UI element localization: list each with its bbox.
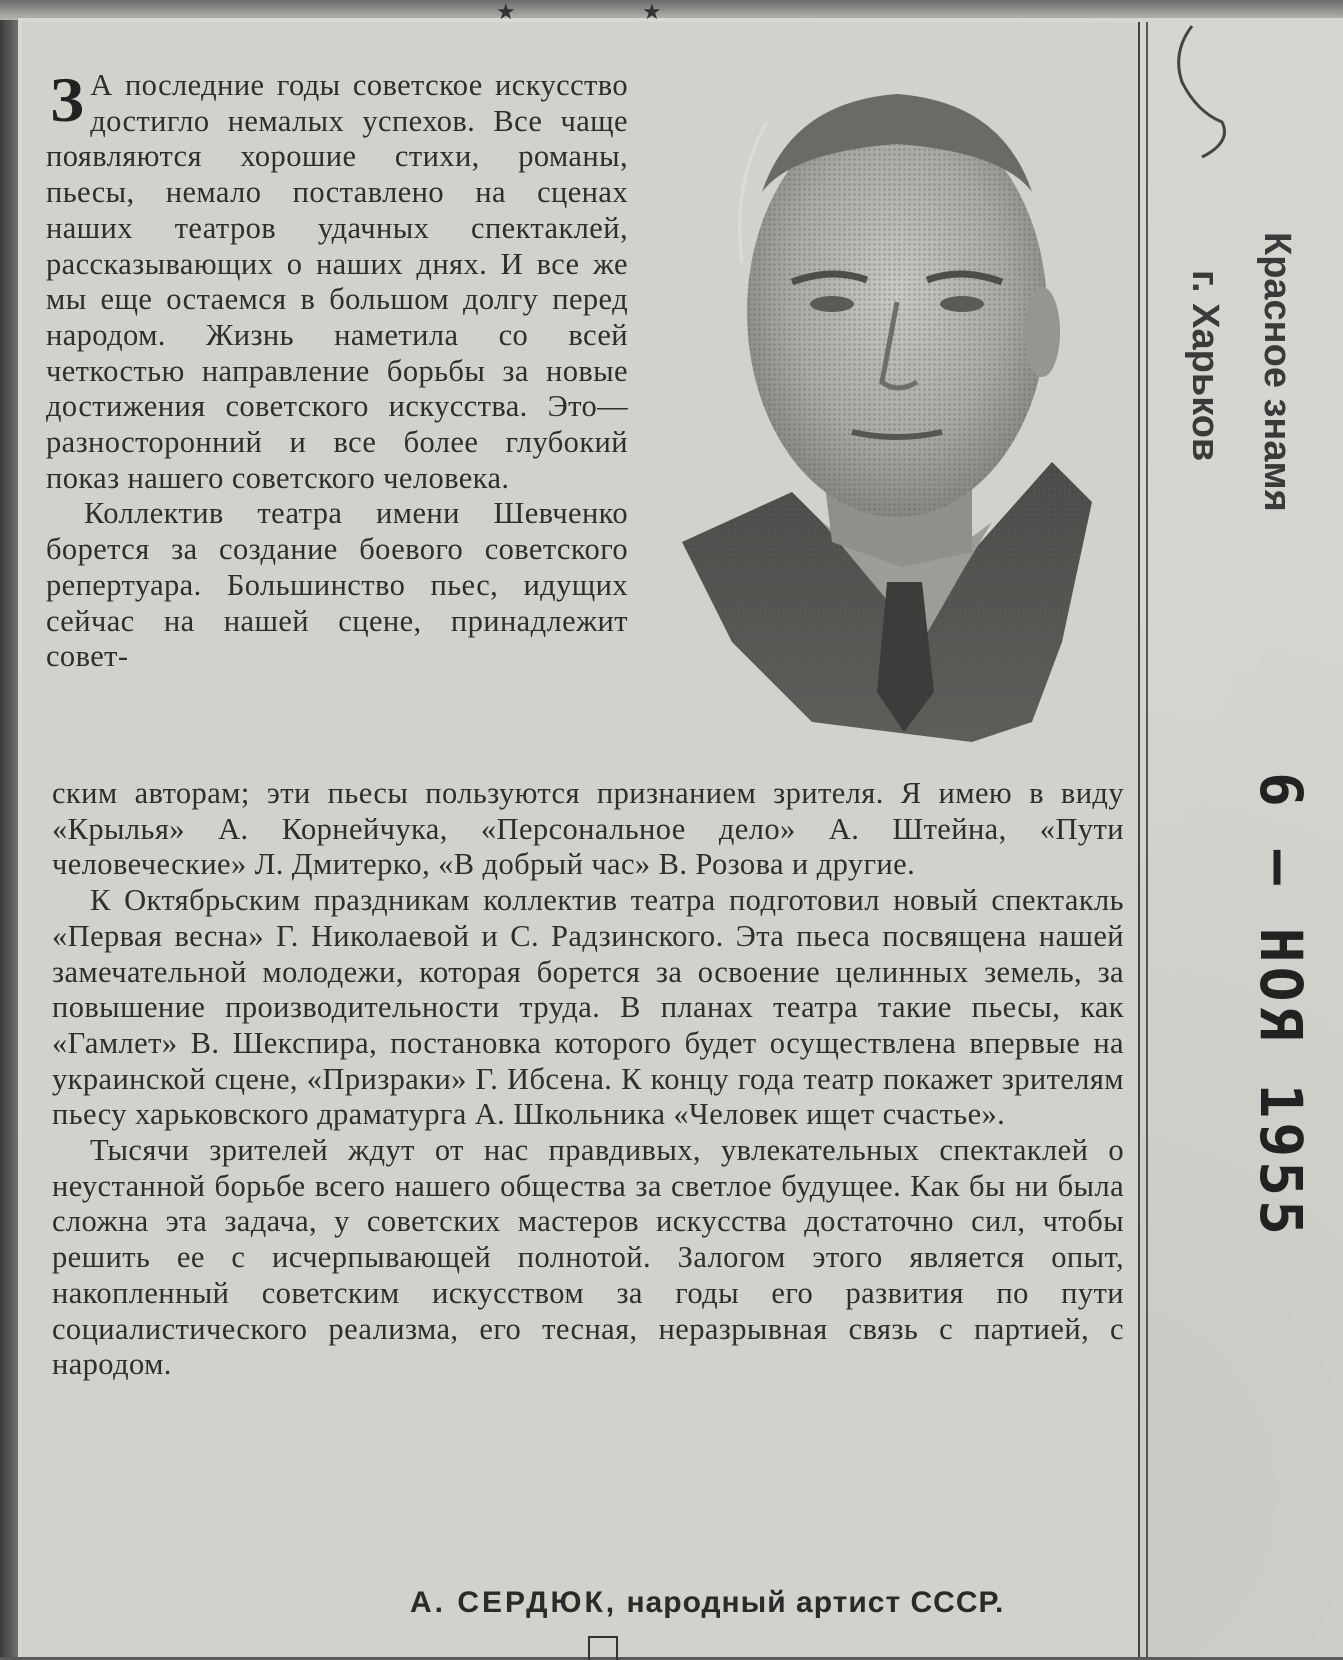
article-paragraph — [46, 64, 628, 496]
paragraph-text: А последние годы советское искусство достигло немалых успехов. Все чаще появляются хорошие стихи, романы, пьесы, немало поставлено на сценах наших театров удачных спектаклей, рассказывающих о наших днях. И все же мы еще остаемся в большом долгу перед народом. Жизнь наметила со всей четкостью направление борьбы за новые достижения советского искусства. Это— разносторонний и все более глубокий показ нашего советского человека. — [46, 68, 628, 495]
author-name: А. СЕРДЮК, — [410, 1586, 618, 1619]
article-paragraph: Коллектив театра имени Шевченко борется за создание боевого советского репертуара. Большинство пьес, идущих сейчас на нашей сцене, принадлежит совет- — [46, 496, 628, 674]
drop-cap: З — [50, 64, 85, 135]
article-column-full — [52, 776, 1124, 1383]
pencil-mark-icon — [1162, 22, 1232, 162]
article-column-top — [46, 64, 628, 675]
author-portrait-photo — [672, 82, 1112, 764]
article-paragraph: ским авторам; эти пьесы пользуются признанием зрителя. Я имею в виду «Крылья» А. Корнейчука, «Персональное дело» А. Штейна, «Пути человеческие» Л. Дмитерко, «В добрый час» В. Розова и другие. — [52, 776, 1124, 882]
clipping-edge-rule — [1146, 22, 1148, 1657]
ornament-star-icon: ★ — [496, 0, 516, 25]
stamp-date: 6 – НОЯ 1955 — [1247, 772, 1315, 1240]
end-mark — [588, 1636, 618, 1660]
ornament-star-icon: ★ — [642, 0, 662, 25]
author-title: народный артист СССР. — [626, 1586, 1005, 1619]
article-paragraph: К Октябрьским праздникам коллектив театра подготовил новый спектакль «Первая весна» Г. Николаевой и С. Радзинского. Эта пьеса посвящена нашей замечательной молодежи, которая борется за освоение целинных земель, за повышение производительности труда. В планах театра такие пьесы, как «Гамлет» В. Шекспира, постановка которого будет осуществлена впервые на украинской сцене, «Призраки» Г. Ибсена. К концу года театр покажет зрителям пьесу харьковского драматурга А. Школьника «Человек ищет счастье». — [52, 883, 1124, 1132]
article-signature — [410, 1586, 1004, 1620]
stamp-newspaper-name: Красное знамя — [1256, 232, 1298, 512]
stamp-city: г. Харьков — [1184, 270, 1226, 462]
scan-edge-top — [0, 0, 1343, 20]
article-paragraph: Тысячи зрителей ждут от нас правдивых, увлекательных спектаклей о неустанной борьбе всего нашего общества за светлое будущее. Как бы ни была сложна эта задача, у советских мастеров искусства достаточно сил, чтобы решить ее с исчерпывающей полнотой. Залогом этого является опыт, накопленный советским искусством за годы его развития по пути социалистического реализма, его тесная, неразрывная связь с партией, с народом. — [52, 1133, 1124, 1382]
